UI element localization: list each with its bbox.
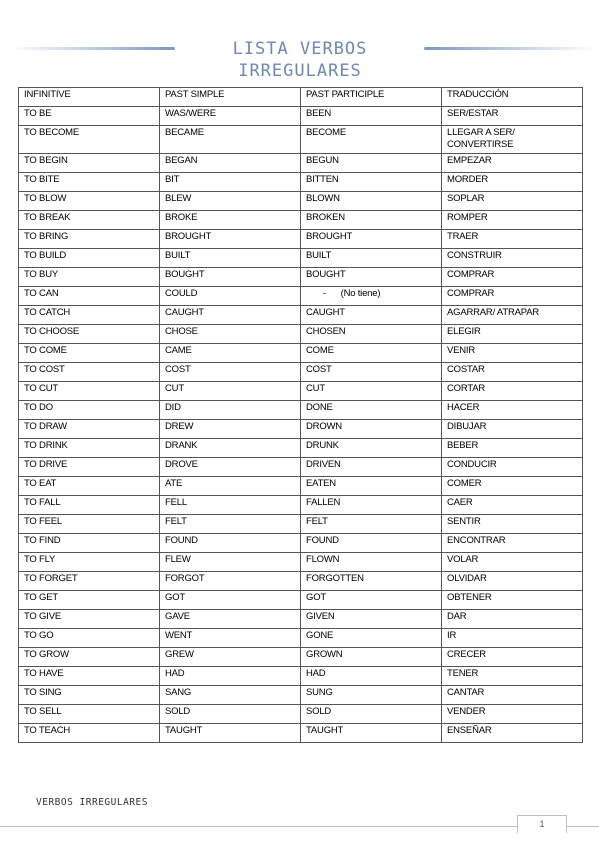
cell-infinitive: TO GROW <box>19 648 160 667</box>
cell-traduccion: VENDER <box>442 705 583 724</box>
table-row <box>19 211 583 230</box>
table-row <box>19 515 583 534</box>
cell-past-simple: FORGOT <box>160 572 301 591</box>
cell-past-participle: CHOSEN <box>301 325 442 344</box>
cell-traduccion: OBTENER <box>442 591 583 610</box>
cell-past-participle: HAD <box>301 667 442 686</box>
cell-infinitive: TO BE <box>19 107 160 126</box>
cell-past-simple: FOUND <box>160 534 301 553</box>
cell-infinitive: TO BITE <box>19 173 160 192</box>
cell-traduccion: AGARRAR/ ATRAPAR <box>442 306 583 325</box>
cell-past-participle: SUNG <box>301 686 442 705</box>
cell-past-simple: TAUGHT <box>160 724 301 743</box>
cell-past-participle: BLOWN <box>301 192 442 211</box>
table-row <box>19 344 583 363</box>
cell-past-participle: TAUGHT <box>301 724 442 743</box>
table-row <box>19 439 583 458</box>
page-title: LISTA VERBOS IRREGULARES <box>232 39 368 81</box>
cell-past-simple: BECAME <box>160 126 301 154</box>
cell-traduccion: COMPRAR <box>442 268 583 287</box>
cell-past-simple: ATE <box>160 477 301 496</box>
page-number: 1 <box>517 815 567 833</box>
cell-past-simple: HAD <box>160 667 301 686</box>
cell-past-simple: CHOSE <box>160 325 301 344</box>
header-infinitive: INFINITIVE <box>19 88 160 107</box>
cell-infinitive: TO FIND <box>19 534 160 553</box>
cell-infinitive: TO GIVE <box>19 610 160 629</box>
cell-past-participle: BROKEN <box>301 211 442 230</box>
header-past-simple: PAST SIMPLE <box>160 88 301 107</box>
cell-past-simple: WAS/WERE <box>160 107 301 126</box>
title-banner <box>0 38 599 81</box>
cell-past-participle: DRIVEN <box>301 458 442 477</box>
cell-past-participle: GIVEN <box>301 610 442 629</box>
cell-past-simple: SOLD <box>160 705 301 724</box>
cell-past-simple: DID <box>160 401 301 420</box>
table-row <box>19 572 583 591</box>
footer-divider-right <box>566 826 599 827</box>
cell-traduccion: CAER <box>442 496 583 515</box>
cell-past-simple: FELL <box>160 496 301 515</box>
cell-past-participle: FALLEN <box>301 496 442 515</box>
cell-infinitive: TO SELL <box>19 705 160 724</box>
table-row <box>19 154 583 173</box>
cell-traduccion: ROMPER <box>442 211 583 230</box>
table-row <box>19 458 583 477</box>
cell-past-participle: FELT <box>301 515 442 534</box>
cell-traduccion: EMPEZAR <box>442 154 583 173</box>
header-past-participle: PAST PARTICIPLE <box>301 88 442 107</box>
cell-infinitive: TO BUILD <box>19 249 160 268</box>
table-row <box>19 107 583 126</box>
table-row <box>19 268 583 287</box>
cell-infinitive: TO GO <box>19 629 160 648</box>
table-row <box>19 173 583 192</box>
table-header-row <box>19 88 583 107</box>
cell-past-participle: BITTEN <box>301 173 442 192</box>
cell-past-simple: BOUGHT <box>160 268 301 287</box>
cell-past-simple: BUILT <box>160 249 301 268</box>
cell-infinitive: TO DO <box>19 401 160 420</box>
table-row <box>19 629 583 648</box>
cell-past-simple: FELT <box>160 515 301 534</box>
cell-infinitive: TO BREAK <box>19 211 160 230</box>
cell-past-simple: BROKE <box>160 211 301 230</box>
table-row <box>19 648 583 667</box>
cell-infinitive: TO FEEL <box>19 515 160 534</box>
cell-traduccion: COSTAR <box>442 363 583 382</box>
cell-infinitive: TO CAN <box>19 287 160 306</box>
cell-past-participle: GROWN <box>301 648 442 667</box>
table-row <box>19 724 583 743</box>
cell-infinitive: TO TEACH <box>19 724 160 743</box>
cell-past-participle: BECOME <box>301 126 442 154</box>
cell-past-simple: COST <box>160 363 301 382</box>
title-rule-left <box>10 47 175 50</box>
cell-traduccion: ENCONTRAR <box>442 534 583 553</box>
cell-infinitive: TO COME <box>19 344 160 363</box>
cell-past-participle: CUT <box>301 382 442 401</box>
cell-traduccion: CORTAR <box>442 382 583 401</box>
cell-past-participle: FOUND <box>301 534 442 553</box>
cell-infinitive: TO BEGIN <box>19 154 160 173</box>
cell-past-simple: GAVE <box>160 610 301 629</box>
cell-past-participle: DRUNK <box>301 439 442 458</box>
cell-past-participle: BEGUN <box>301 154 442 173</box>
cell-past-participle: FLOWN <box>301 553 442 572</box>
cell-traduccion: DIBUJAR <box>442 420 583 439</box>
cell-past-simple: SANG <box>160 686 301 705</box>
cell-past-simple: CAME <box>160 344 301 363</box>
table-row <box>19 496 583 515</box>
cell-past-participle: GONE <box>301 629 442 648</box>
cell-infinitive: TO DRAW <box>19 420 160 439</box>
cell-past-simple: COULD <box>160 287 301 306</box>
table-row <box>19 363 583 382</box>
cell-past-simple: CAUGHT <box>160 306 301 325</box>
cell-traduccion: ENSEÑAR <box>442 724 583 743</box>
cell-traduccion: CRECER <box>442 648 583 667</box>
cell-traduccion: ELEGIR <box>442 325 583 344</box>
cell-past-participle: COME <box>301 344 442 363</box>
table-row <box>19 534 583 553</box>
cell-infinitive: TO BUY <box>19 268 160 287</box>
cell-infinitive: TO CATCH <box>19 306 160 325</box>
table-row <box>19 230 583 249</box>
table-row <box>19 249 583 268</box>
irregular-verbs-table <box>18 87 583 743</box>
cell-traduccion: TRAER <box>442 230 583 249</box>
header-traduccion: TRADUCCIÓN <box>442 88 583 107</box>
table-row <box>19 287 583 306</box>
table-row <box>19 477 583 496</box>
cell-infinitive: TO GET <box>19 591 160 610</box>
cell-past-participle: EATEN <box>301 477 442 496</box>
cell-traduccion: SENTIR <box>442 515 583 534</box>
cell-past-participle: CAUGHT <box>301 306 442 325</box>
cell-past-simple: GOT <box>160 591 301 610</box>
cell-past-simple: BROUGHT <box>160 230 301 249</box>
cell-past-participle: BUILT <box>301 249 442 268</box>
cell-infinitive: TO FALL <box>19 496 160 515</box>
title-rule-right <box>424 47 596 50</box>
cell-infinitive: TO EAT <box>19 477 160 496</box>
table-row <box>19 553 583 572</box>
cell-past-simple: DREW <box>160 420 301 439</box>
table-row <box>19 686 583 705</box>
cell-traduccion: OLVIDAR <box>442 572 583 591</box>
cell-past-simple: GREW <box>160 648 301 667</box>
cell-past-simple: DRANK <box>160 439 301 458</box>
cell-infinitive: TO COST <box>19 363 160 382</box>
cell-past-participle: GOT <box>301 591 442 610</box>
footer-divider <box>0 826 517 827</box>
cell-past-participle: DONE <box>301 401 442 420</box>
cell-infinitive: TO FORGET <box>19 572 160 591</box>
cell-traduccion: DAR <box>442 610 583 629</box>
cell-traduccion: SER/ESTAR <box>442 107 583 126</box>
cell-past-simple: CUT <box>160 382 301 401</box>
cell-past-participle: SOLD <box>301 705 442 724</box>
cell-past-participle: DROWN <box>301 420 442 439</box>
cell-infinitive: TO CUT <box>19 382 160 401</box>
cell-traduccion: CONDUCIR <box>442 458 583 477</box>
cell-past-simple: BLEW <box>160 192 301 211</box>
cell-past-simple: WENT <box>160 629 301 648</box>
cell-traduccion: MORDER <box>442 173 583 192</box>
table-row <box>19 667 583 686</box>
cell-past-participle: BROUGHT <box>301 230 442 249</box>
cell-infinitive: TO BLOW <box>19 192 160 211</box>
table-row <box>19 126 583 154</box>
cell-traduccion: VENIR <box>442 344 583 363</box>
cell-infinitive: TO DRINK <box>19 439 160 458</box>
table-row <box>19 610 583 629</box>
cell-past-simple: DROVE <box>160 458 301 477</box>
cell-traduccion: CANTAR <box>442 686 583 705</box>
table-row <box>19 325 583 344</box>
cell-infinitive: TO BRING <box>19 230 160 249</box>
cell-traduccion: CONSTRUIR <box>442 249 583 268</box>
cell-past-participle: - (No tiene) <box>301 287 442 306</box>
table-row <box>19 401 583 420</box>
cell-infinitive: TO DRIVE <box>19 458 160 477</box>
cell-traduccion: TENER <box>442 667 583 686</box>
cell-past-simple: BIT <box>160 173 301 192</box>
table-row <box>19 591 583 610</box>
cell-past-participle: FORGOTTEN <box>301 572 442 591</box>
cell-past-participle: BOUGHT <box>301 268 442 287</box>
cell-traduccion: COMPRAR <box>442 287 583 306</box>
cell-past-participle: COST <box>301 363 442 382</box>
cell-traduccion: VOLAR <box>442 553 583 572</box>
table-row <box>19 192 583 211</box>
cell-infinitive: TO FLY <box>19 553 160 572</box>
cell-infinitive: TO HAVE <box>19 667 160 686</box>
cell-traduccion: IR <box>442 629 583 648</box>
table-row <box>19 705 583 724</box>
table-row <box>19 382 583 401</box>
table-row <box>19 420 583 439</box>
footer-label: VERBOS IRREGULARES <box>36 797 148 808</box>
cell-past-participle: BEEN <box>301 107 442 126</box>
cell-traduccion: HACER <box>442 401 583 420</box>
cell-traduccion: LLEGAR A SER/ CONVERTIRSE <box>442 126 583 154</box>
cell-past-simple: FLEW <box>160 553 301 572</box>
table-row <box>19 306 583 325</box>
cell-infinitive: TO BECOME <box>19 126 160 154</box>
cell-traduccion: BEBER <box>442 439 583 458</box>
cell-traduccion: COMER <box>442 477 583 496</box>
cell-past-simple: BEGAN <box>160 154 301 173</box>
cell-infinitive: TO SING <box>19 686 160 705</box>
cell-infinitive: TO CHOOSE <box>19 325 160 344</box>
cell-traduccion: SOPLAR <box>442 192 583 211</box>
